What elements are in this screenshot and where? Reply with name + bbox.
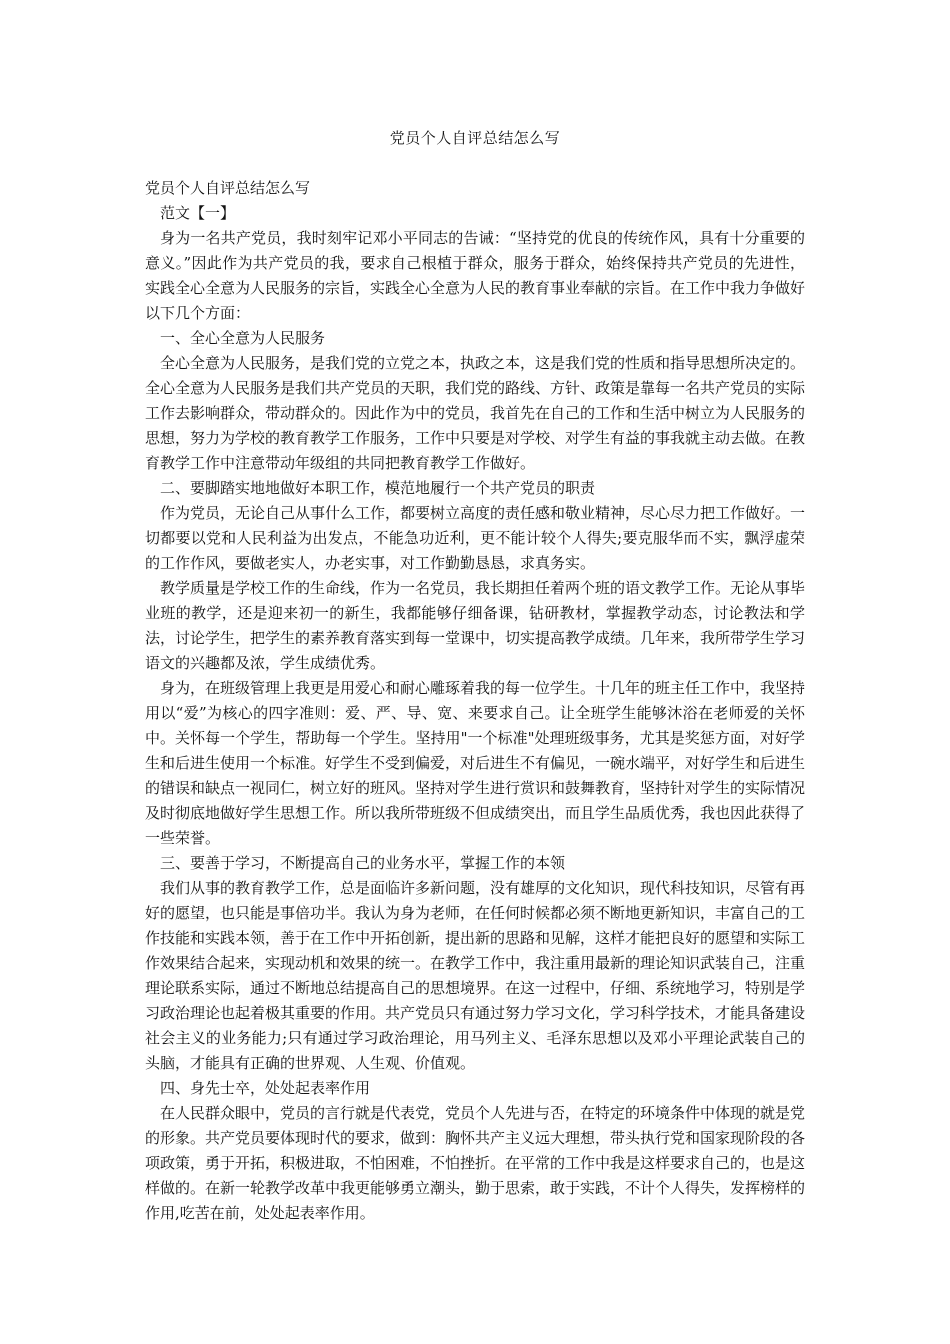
- section-heading-4: 四、身先士卒，处处起表率作用: [160, 1079, 371, 1097]
- paragraph: 在人民群众眼中，党员的言行就是代表党，党员个人先进与否，在特定的环境条件中体现的就是党的形象。共产党员要体现时代的要求，做到：胸怀共产主义远大理想，带头执行党和国家现阶段的各项政策，勇于开拓，积极进取，不怕困难，不怕挫折。在平常的工作中我是这样要求自己的，也是这样做的。在新一轮教学改革中我更能够勇立潮头，勤于思索，敢于实践，不计个人得失，发挥榜样的作用,吃苦在前，处处起表率作用。: [145, 1104, 806, 1222]
- document-title: 党员个人自评总结怎么写: [389, 129, 561, 147]
- paragraph: 身为，在班级管理上我更是用爱心和耐心雕琢着我的每一位学生。十几年的班主任工作中，我坚持用以“爱”为核心的四字准则：爱、严、导、宽、来要求自己。让全班学生能够沐浴在老师爱的关怀中。关怀每一个学生，帮助每一个学生。坚持用"一个标准"处理班级事务，尤其是奖惩方面，对好学生和后进生使用一个标准。好学生不受到偏爱，对后进生不有偏见，一碗水端平，对好学生和后进生的错误和缺点一视同仁，树立好的班风。坚持对学生进行赏识和鼓舞教育，坚持针对学生的实际情况及时彻底地做好学生思想工作。所以我所带班级不但成绩突出，而且学生品质优秀，我也因此获得了一些荣誉。: [145, 679, 806, 847]
- paragraph: 我们从事的教育教学工作，总是面临许多新问题，没有雄厚的文化知识，现代科技知识，尽管有再好的愿望，也只能是事倍功半。我认为身为老师，在任何时候都必须不断地更新知识，丰富自己的工作技能和实践本领，善于在工作中开拓创新，提出新的思路和见解，这样才能把良好的愿望和实际工作效果结合起来，实现动机和效果的统一。在教学工作中，我注重用最新的理论知识武装自己，注重理论联系实际，通过不断地总结提高自己的思想境界。在这一过程中，仔细、系统地学习，特别是学习政治理论也起着极其重要的作用。共产党员只有通过努力学习文化，学习科学技术，才能具备建设社会主义的业务能力;只有通过学习政治理论，用马列主义、毛泽东思想以及邓小平理论武装自己的头脑，才能具有正确的世界观、人生观、价值观。: [145, 879, 806, 1072]
- section-heading-2: 二、要脚踏实地地做好本职工作，模范地履行一个共产党员的职责: [160, 479, 596, 497]
- section-heading-3: 三、要善于学习，不断提高自己的业务水平，掌握工作的本领: [160, 854, 566, 872]
- sample-label: 范文【一】: [160, 204, 236, 222]
- paragraph-intro: 身为一名共产党员，我时刻牢记邓小平同志的告诫：“坚持党的优良的传统作风，具有十分重要的意义。”因此作为共产党员的我，要求自己根植于群众，服务于群众，始终保持共产党员的先进性，实践全心全意为人民服务的宗旨，实践全心全意为人民的教育事业奉献的宗旨。在工作中我力争做好以下几个方面：: [145, 229, 806, 322]
- document-body: [145, 176, 805, 1226]
- document-subtitle: 党员个人自评总结怎么写: [145, 179, 311, 197]
- paragraph: 全心全意为人民服务，是我们党的立党之本，执政之本，这是我们党的性质和指导思想所决定的。全心全意为人民服务是我们共产党员的天职，我们党的路线、方针、政策是靠每一名共产党员的实际工作去影响群众，带动群众的。因此作为中的党员，我首先在自己的工作和生活中树立为人民服务的思想，努力为学校的教育教学工作服务，工作中只要是对学校、对学生有益的事我就主动去做。在教育教学工作中注意带动年级组的共同把教育教学工作做好。: [145, 354, 806, 472]
- section-heading-1: 一、全心全意为人民服务: [160, 329, 326, 347]
- paragraph: 作为党员，无论自己从事什么工作，都要树立高度的责任感和敬业精神，尽心尽力把工作做好。一切都要以党和人民利益为出发点，不能急功近利，更不能计较个人得失;要克服华而不实，飘浮虚荣的工作作风，要做老实人，办老实事，对工作勤勤恳恳，求真务实。: [145, 504, 806, 572]
- paragraph: 教学质量是学校工作的生命线，作为一名党员，我长期担任着两个班的语文教学工作。无论从事毕业班的教学，还是迎来初一的新生，我都能够仔细备课，钻研教材，掌握教学动态，讨论教法和学法，讨论学生，把学生的素养教育落实到每一堂课中，切实提高教学成绩。几年来，我所带学生学习语文的兴趣都及浓，学生成绩优秀。: [145, 579, 806, 672]
